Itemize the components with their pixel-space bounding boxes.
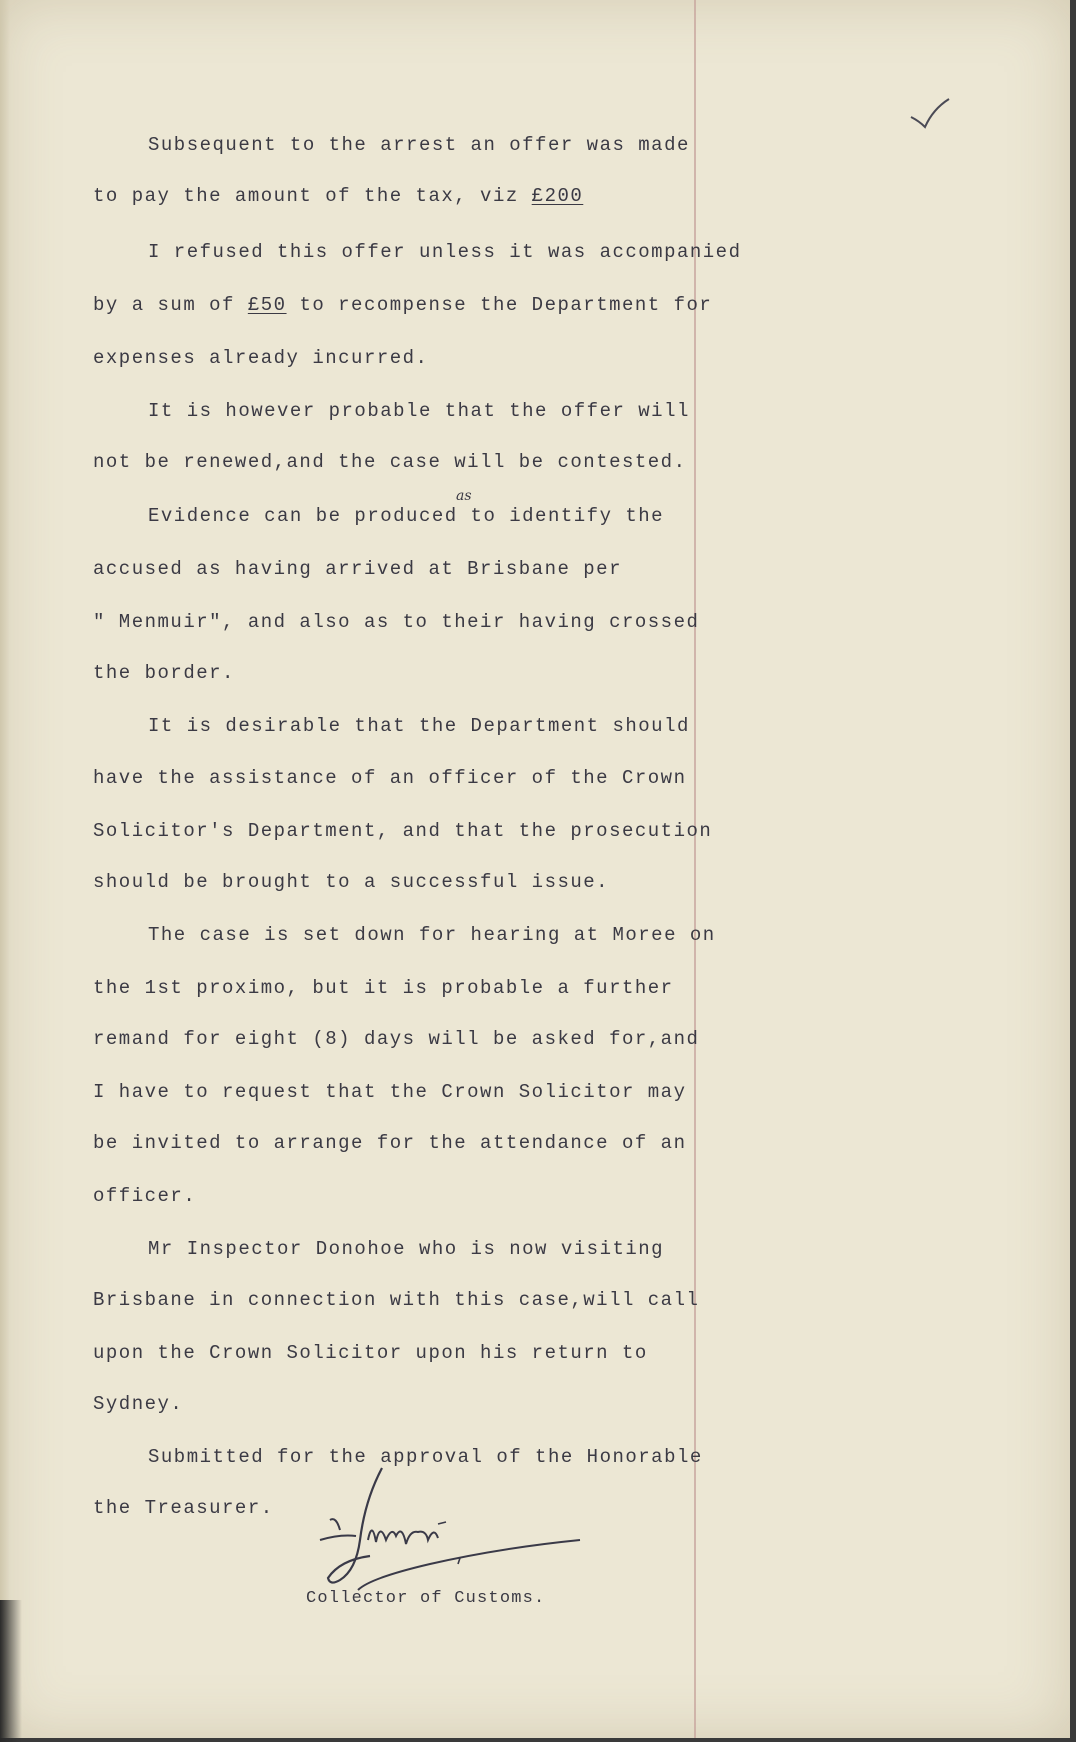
p6-line-3: remand for eight (8) days will be asked for,and: [93, 1028, 700, 1050]
p8-line-2: the Treasurer.: [93, 1497, 274, 1519]
p3-line-2: not be renewed,and the case will be contested.: [93, 451, 687, 473]
p8-line-1: Submitted for the approval of the Honorable: [148, 1446, 703, 1468]
page-edge-shadow: [0, 0, 10, 1738]
p4-line-1: Evidence can be produced to identify the: [148, 505, 665, 527]
p6-line-4: I have to request that the Crown Solicitor may: [93, 1081, 687, 1103]
tax-amount: £200: [531, 185, 584, 207]
scan-corner-shadow: [0, 1600, 22, 1742]
p2-line-2-text: by a sum of: [93, 294, 248, 316]
p6-line-2: the 1st proximo, but it is probable a further: [93, 977, 674, 999]
handwritten-insert: as: [456, 488, 472, 504]
p1-line-2: [93, 184, 583, 208]
p6-line-6: officer.: [93, 1185, 197, 1207]
p4-line-2: accused as having arrived at Brisbane per: [93, 558, 622, 580]
p6-line-1: The case is set down for hearing at Moree on: [148, 924, 716, 946]
p2-line-2-rest: to recompense the Department for: [286, 294, 713, 316]
p5-line-3: Solicitor's Department, and that the prosecution: [93, 820, 713, 842]
p7-line-3: upon the Crown Solicitor upon his return to: [93, 1342, 648, 1364]
p4-line-3: " Menmuir", and also as to their having crossed: [93, 611, 700, 633]
p2-line-3: expenses already incurred.: [93, 347, 429, 369]
p7-line-2: Brisbane in connection with this case,will call: [93, 1289, 700, 1311]
p5-line-1: It is desirable that the Department should: [148, 715, 690, 737]
p1-line-2-text: to pay the amount of the tax, viz: [93, 185, 532, 207]
p3-line-1: It is however probable that the offer will: [148, 400, 690, 422]
p2-line-1: I refused this offer unless it was accompanied: [148, 241, 742, 263]
p5-line-4: should be brought to a successful issue.: [93, 871, 610, 893]
p7-line-4: Sydney.: [93, 1393, 184, 1415]
p4-line-4: the border.: [93, 662, 235, 684]
p5-line-2: have the assistance of an officer of the Crown: [93, 767, 687, 789]
check-mark-icon: [905, 95, 955, 135]
signoff-title: Collector of Customs.: [306, 1589, 546, 1608]
p2-line-2: [93, 293, 712, 317]
p7-line-1: Mr Inspector Donohoe who is now visiting: [148, 1238, 665, 1260]
p6-line-5: be invited to arrange for the attendance of an: [93, 1132, 687, 1154]
recompense-amount: £50: [247, 294, 287, 316]
p1-line-1: Subsequent to the arrest an offer was made: [148, 134, 690, 156]
